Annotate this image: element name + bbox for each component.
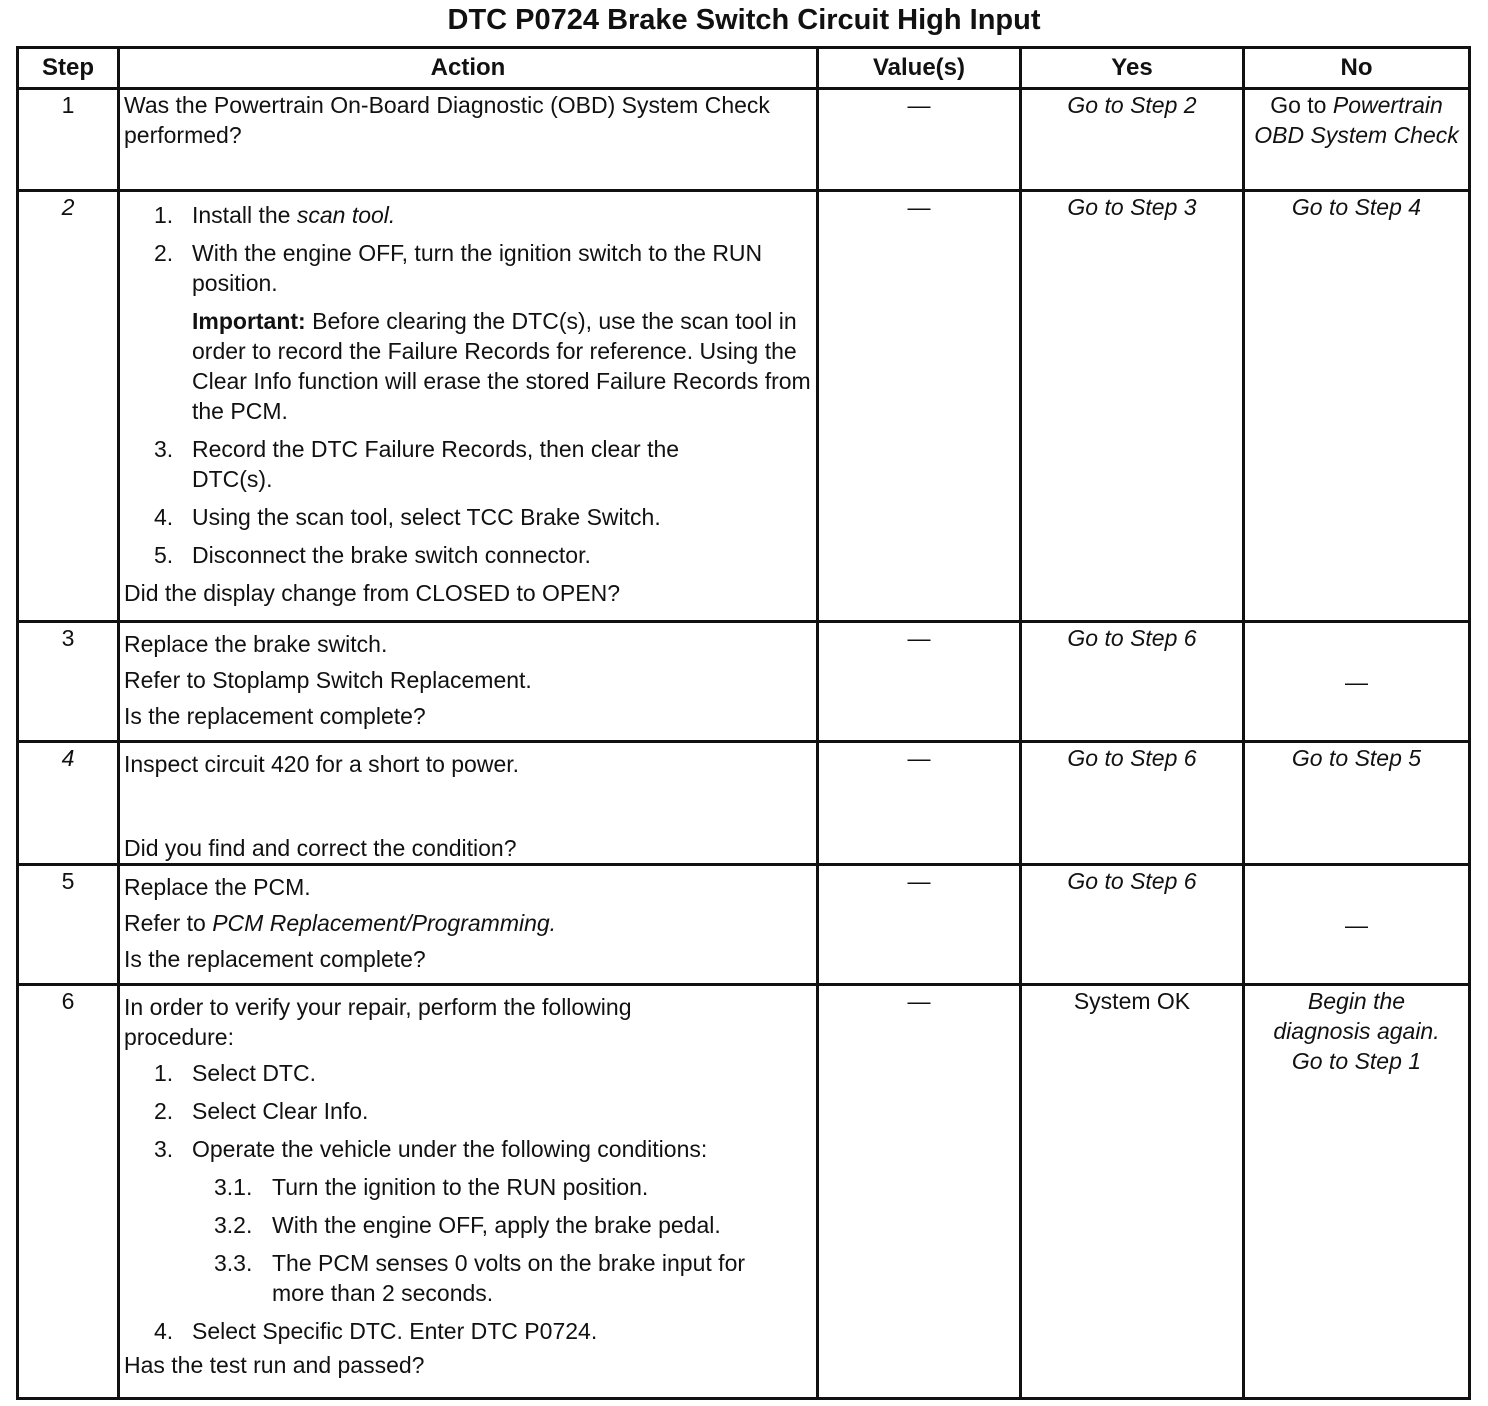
table-row-step-5 [18, 865, 1470, 985]
list-item [154, 1058, 812, 1088]
item-number: 5. [154, 542, 174, 568]
no-cell: Begin the diagnosis again. Go to Step 1 [1244, 985, 1470, 1399]
list-item [154, 434, 812, 494]
step-number: 6 [18, 985, 119, 1399]
action-line: Replace the PCM. [124, 874, 311, 900]
refer-prefix: Refer to [124, 910, 213, 936]
item-text: Record the DTC Failure Records, then clear the DTC(s). [192, 436, 680, 492]
item-text: Operate the vehicle under the following conditions: [192, 1136, 708, 1162]
item-number: 3. [154, 436, 174, 462]
list-item [154, 1096, 812, 1126]
action-question: Did you find and correct the condition? [124, 835, 517, 861]
action-cell [119, 191, 818, 622]
refer-link-text: PCM Replacement/Programming. [212, 910, 557, 936]
sub-list-item [214, 1172, 812, 1202]
action-text: Was the Powertrain On-Board Diagnostic (OBD) System Check performed? [124, 92, 770, 148]
list-item [154, 238, 812, 298]
no-cell: Go to Step 4 [1244, 191, 1470, 622]
action-cell [119, 985, 818, 1399]
action-cell [119, 622, 818, 742]
value-cell: — [818, 89, 1021, 191]
action-line: Refer to Stoplamp Switch Replacement. [124, 667, 532, 693]
item-number: 3.1. [214, 1174, 253, 1200]
item-number: 3.2. [214, 1212, 253, 1238]
item-text: Install the [192, 202, 297, 228]
item-text: With the engine OFF, turn the ignition switch to the RUN position. [192, 240, 763, 296]
item-text: Select Specific DTC. Enter DTC P0724. [192, 1318, 598, 1344]
step-number: 2 [18, 191, 119, 622]
step-number: 3 [18, 622, 119, 742]
header-action: Action [119, 48, 818, 89]
item-number: 2. [154, 1098, 174, 1124]
list-item [154, 502, 812, 532]
sub-list-item [214, 1210, 812, 1240]
list-item [154, 540, 812, 570]
header-values: Value(s) [818, 48, 1021, 89]
sub-list-item [214, 1248, 812, 1308]
item-number: 1. [154, 202, 174, 228]
yes-cell: Go to Step 6 [1021, 742, 1244, 865]
step-number: 1 [18, 89, 119, 191]
action-question: Has the test run and passed? [124, 1352, 425, 1378]
yes-cell: Go to Step 6 [1021, 865, 1244, 985]
item-text: Select Clear Info. [192, 1098, 369, 1124]
diagnostic-table [16, 46, 1471, 1400]
list-item [154, 1134, 812, 1164]
yes-cell: Go to Step 6 [1021, 622, 1244, 742]
action-intro: In order to verify your repair, perform the following procedure: [124, 994, 632, 1050]
yes-cell: Go to Step 3 [1021, 191, 1244, 622]
no-cell: — [1244, 865, 1470, 985]
table-row-step-6 [18, 985, 1470, 1399]
value-cell: — [818, 865, 1021, 985]
value-cell: — [818, 622, 1021, 742]
action-line [124, 908, 812, 938]
yes-cell: Go to Step 2 [1021, 89, 1244, 191]
header-yes: Yes [1021, 48, 1244, 89]
item-number: 4. [154, 1318, 174, 1344]
item-number: 3. [154, 1136, 174, 1162]
value-cell: — [818, 985, 1021, 1399]
action-question: Did the display change from CLOSED to OPEN? [124, 580, 621, 606]
item-text: With the engine OFF, apply the brake pedal. [272, 1212, 721, 1238]
list-item [154, 1316, 812, 1346]
no-cell [1244, 89, 1470, 191]
important-label: Important: [192, 308, 306, 334]
action-line: Inspect circuit 420 for a short to power. [124, 751, 520, 777]
action-line: Replace the brake switch. [124, 631, 388, 657]
item-text: The PCM senses 0 volts on the brake input for more than 2 seconds. [272, 1250, 746, 1306]
yes-cell: System OK [1021, 985, 1244, 1399]
table-row-step-2 [18, 191, 1470, 622]
table-row-step-3 [18, 622, 1470, 742]
no-cell: Go to Step 5 [1244, 742, 1470, 865]
no-link-text: Powertrain OBD System Check [1254, 92, 1459, 148]
header-no: No [1244, 48, 1470, 89]
value-cell: — [818, 742, 1021, 865]
action-question: Is the replacement complete? [124, 946, 426, 972]
item-number: 1. [154, 1060, 174, 1086]
action-cell [119, 89, 818, 191]
no-prefix: Go to [1270, 92, 1333, 118]
value-cell: — [818, 191, 1021, 622]
important-note [192, 306, 812, 426]
action-cell [119, 865, 818, 985]
step-number: 5 [18, 865, 119, 985]
item-text: Using the scan tool, select TCC Brake Switch. [192, 504, 661, 530]
table-row-step-4 [18, 742, 1470, 865]
header-step: Step [18, 48, 119, 89]
step-number: 4 [18, 742, 119, 865]
action-cell [119, 742, 818, 865]
item-emphasis: scan tool. [296, 202, 396, 228]
action-question: Is the replacement complete? [124, 703, 426, 729]
table-row-step-1 [18, 89, 1470, 191]
item-text: Select DTC. [192, 1060, 316, 1086]
page-title: DTC P0724 Brake Switch Circuit High Input [447, 4, 1041, 36]
item-number: 4. [154, 504, 174, 530]
item-text: Turn the ignition to the RUN position. [272, 1174, 649, 1200]
table-header-row [18, 48, 1470, 89]
item-number: 3.3. [214, 1250, 253, 1276]
list-item [154, 200, 812, 230]
item-number: 2. [154, 240, 174, 266]
important-text: Before clearing the DTC(s), use the scan tool in order to record the Failure Records for reference. Using the Clear Info function will erase the stored Failure Records from the PCM. [192, 308, 811, 424]
no-cell: — [1244, 622, 1470, 742]
item-text: Disconnect the brake switch connector. [192, 542, 591, 568]
